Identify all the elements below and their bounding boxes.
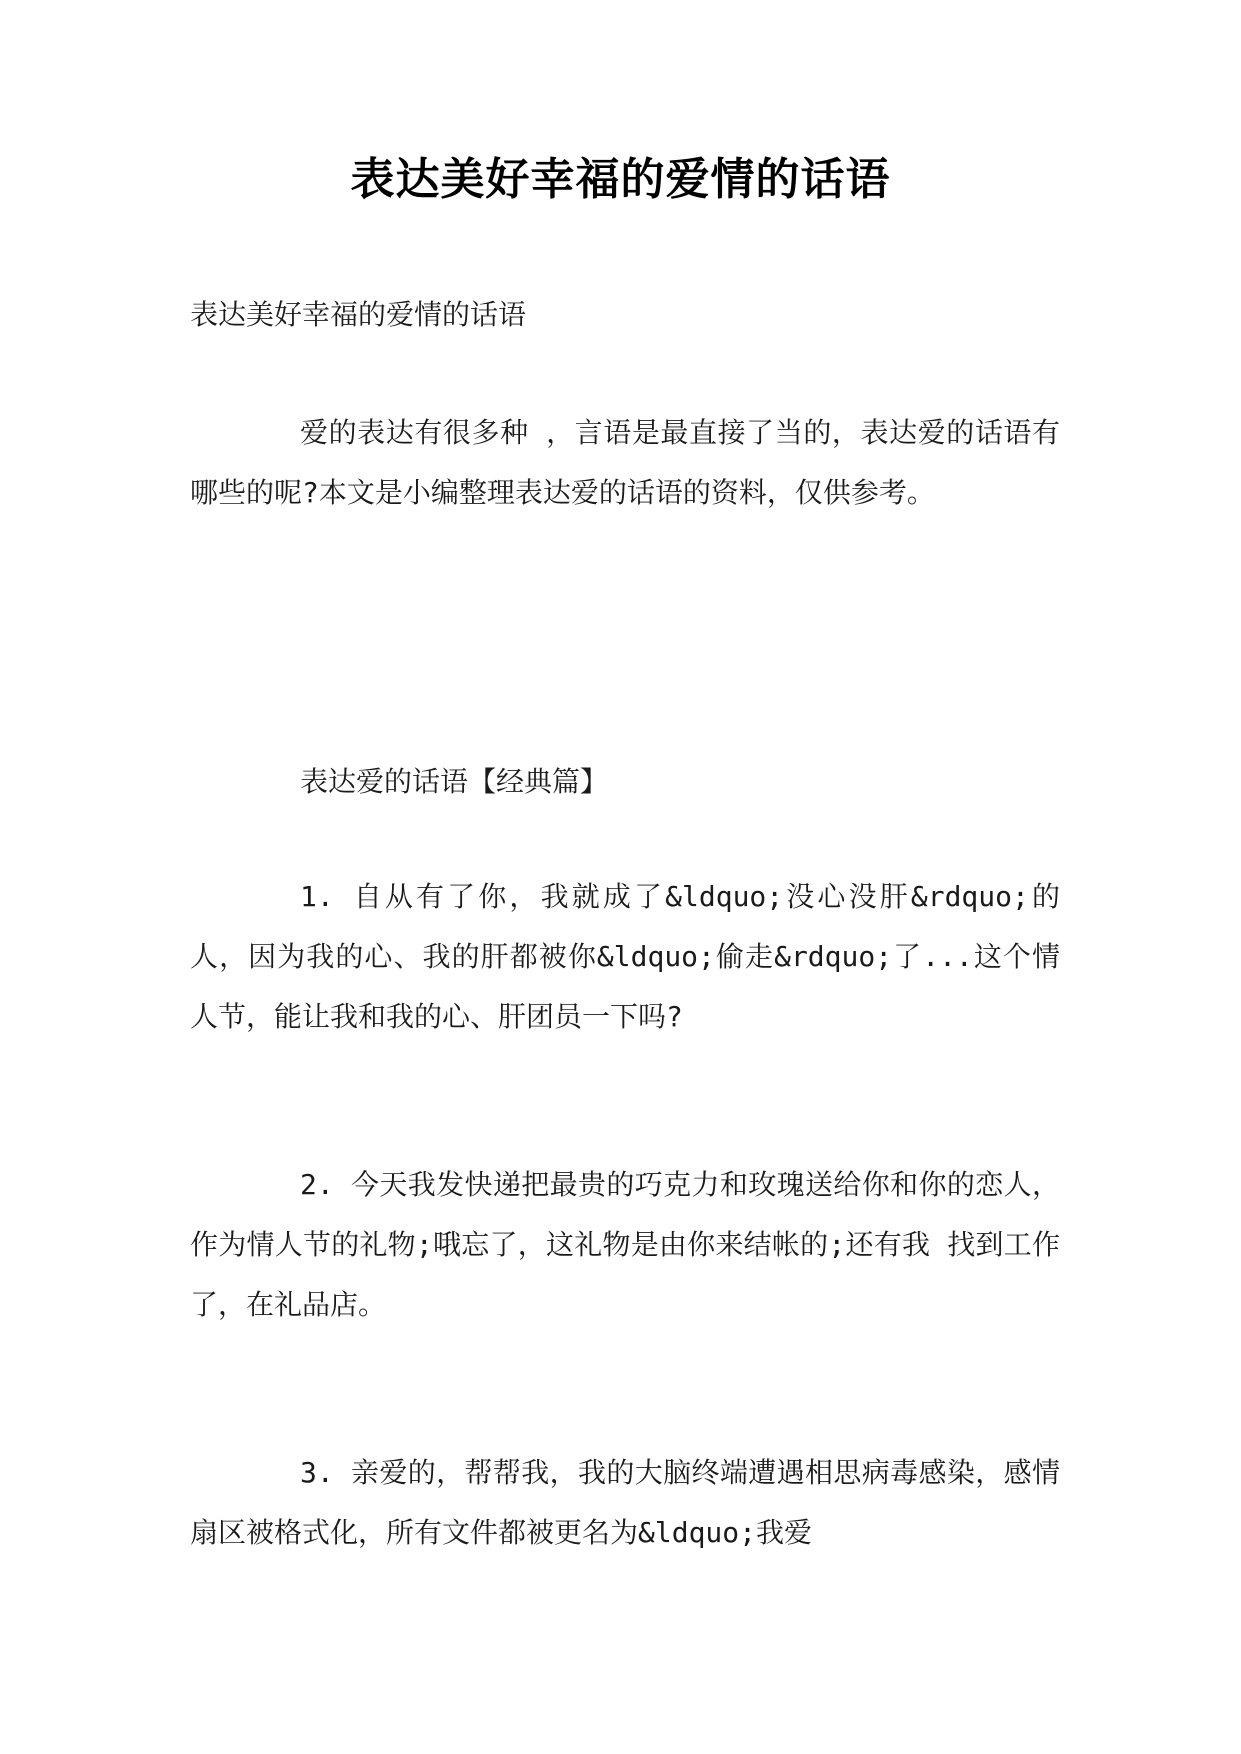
- list-item: 1. 自从有了你，我就成了&ldquo;没心没肝&rdquo;的人，因为我的心、我的肝都被你&ldquo;偷走&rdquo;了...这个情人节，能让我和我的心、肝团员一下吗?: [190, 880, 1060, 1033]
- intro-paragraph: 爱的表达有很多种 ，言语是最直接了当的，表达爱的话语有哪些的呢?本文是小编整理表达爱的话语的资料，仅供参考。: [190, 416, 1060, 509]
- list-item: 3. 亲爱的，帮帮我，我的大脑终端遭遇相思病毒感染，感情扇区被格式化，所有文件都被更名为&ldquo;我爱: [190, 1456, 1060, 1549]
- document-title: 表达美好幸福的爱情的话语: [350, 154, 891, 205]
- section-heading: 表达爱的话语【经典篇】: [300, 765, 609, 798]
- document-subtitle: 表达美好幸福的爱情的话语: [190, 298, 527, 331]
- list-item: 2. 今天我发快递把最贵的巧克力和玫瑰送给你和你的恋人，作为情人节的礼物;哦忘了，这礼物是由你来结帐的;还有我 找到工作了，在礼品店。: [190, 1168, 1060, 1321]
